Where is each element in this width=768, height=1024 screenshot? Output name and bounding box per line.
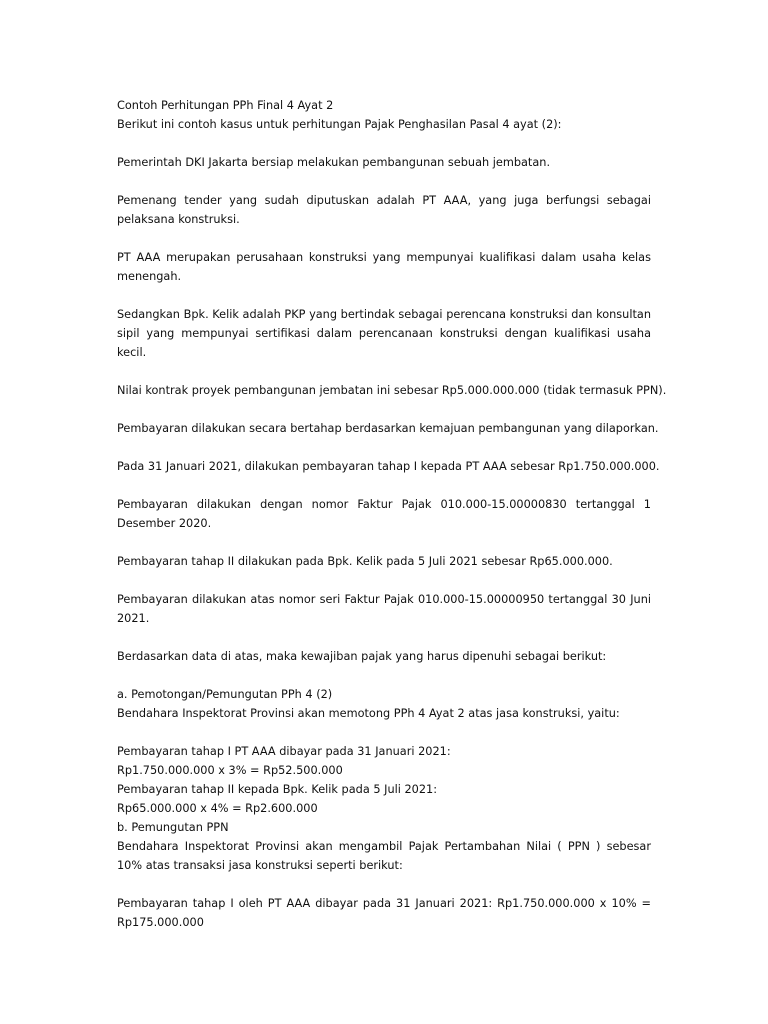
spacer bbox=[117, 875, 651, 894]
spacer bbox=[117, 400, 651, 419]
calc-3: Pembayaran tahap I oleh PT AAA dibayar pada 31 Januari 2021: Rp1.750.000.000 x 10% = Rp175.000.000 bbox=[117, 897, 651, 929]
spacer bbox=[117, 571, 651, 590]
spacer bbox=[117, 666, 651, 685]
intro-text: Berikut ini contoh kasus untuk perhitungan Pajak Penghasilan Pasal 4 ayat (2): bbox=[117, 118, 562, 131]
paragraph-5: Nilai kontrak proyek pembangunan jembatan ini sebesar Rp5.000.000.000 (tidak termasuk PPN). bbox=[117, 384, 667, 397]
section-b-heading: b. Pemungutan PPN bbox=[117, 821, 229, 834]
calc-2-label: Pembayaran tahap II kepada Bpk. Kelik pada 5 Juli 2021: bbox=[117, 783, 438, 796]
spacer bbox=[117, 476, 651, 495]
calc-2-formula: Rp65.000.000 x 4% = Rp2.600.000 bbox=[117, 802, 318, 815]
section-a-text: Bendahara Inspektorat Provinsi akan memotong PPh 4 Ayat 2 atas jasa konstruksi, yaitu: bbox=[117, 707, 620, 720]
paragraph-4: Sedangkan Bpk. Kelik adalah PKP yang bertindak sebagai perencana konstruksi dan konsultan sipil yang mempunyai sertifikasi dalam perencanaan konstruksi dengan kualifikasi usaha kecil. bbox=[117, 308, 651, 359]
document-page bbox=[117, 96, 667, 932]
document-title: Contoh Perhitungan PPh Final 4 Ayat 2 bbox=[117, 99, 334, 112]
paragraph-7: Pada 31 Januari 2021, dilakukan pembayaran tahap I kepada PT AAA sebesar Rp1.750.000.000. bbox=[117, 460, 660, 473]
spacer bbox=[117, 286, 651, 305]
spacer bbox=[117, 533, 651, 552]
calc-1-formula: Rp1.750.000.000 x 3% = Rp52.500.000 bbox=[117, 764, 343, 777]
spacer bbox=[117, 134, 651, 153]
paragraph-9: Pembayaran tahap II dilakukan pada Bpk. Kelik pada 5 Juli 2021 sebesar Rp65.000.000. bbox=[117, 555, 613, 568]
section-b-text: Bendahara Inspektorat Provinsi akan mengambil Pajak Pertambahan Nilai ( PPN ) sebesar 10% atas transaksi jasa konstruksi seperti berikut: bbox=[117, 840, 651, 872]
paragraph-11: Berdasarkan data di atas, maka kewajiban pajak yang harus dipenuhi sebagai berikut: bbox=[117, 650, 607, 663]
section-a-heading: a. Pemotongan/Pemungutan PPh 4 (2) bbox=[117, 688, 333, 701]
spacer bbox=[117, 438, 651, 457]
spacer bbox=[117, 229, 651, 248]
spacer bbox=[117, 628, 651, 647]
paragraph-3: PT AAA merupakan perusahaan konstruksi yang mempunyai kualifikasi dalam usaha kelas menengah. bbox=[117, 251, 651, 283]
spacer bbox=[117, 723, 651, 742]
calc-1-label: Pembayaran tahap I PT AAA dibayar pada 31 Januari 2021: bbox=[117, 745, 451, 758]
paragraph-1: Pemerintah DKI Jakarta bersiap melakukan pembangunan sebuah jembatan. bbox=[117, 156, 551, 169]
paragraph-10: Pembayaran dilakukan atas nomor seri Faktur Pajak 010.000-15.00000950 tertanggal 30 Juni 2021. bbox=[117, 593, 651, 625]
paragraph-6: Pembayaran dilakukan secara bertahap berdasarkan kemajuan pembangunan yang dilaporkan. bbox=[117, 422, 659, 435]
paragraph-2: Pemenang tender yang sudah diputuskan adalah PT AAA, yang juga berfungsi sebagai pelaksana konstruksi. bbox=[117, 194, 651, 226]
spacer bbox=[117, 172, 651, 191]
paragraph-8: Pembayaran dilakukan dengan nomor Faktur Pajak 010.000-15.00000830 tertanggal 1 Desember 2020. bbox=[117, 498, 651, 530]
spacer bbox=[117, 362, 651, 381]
